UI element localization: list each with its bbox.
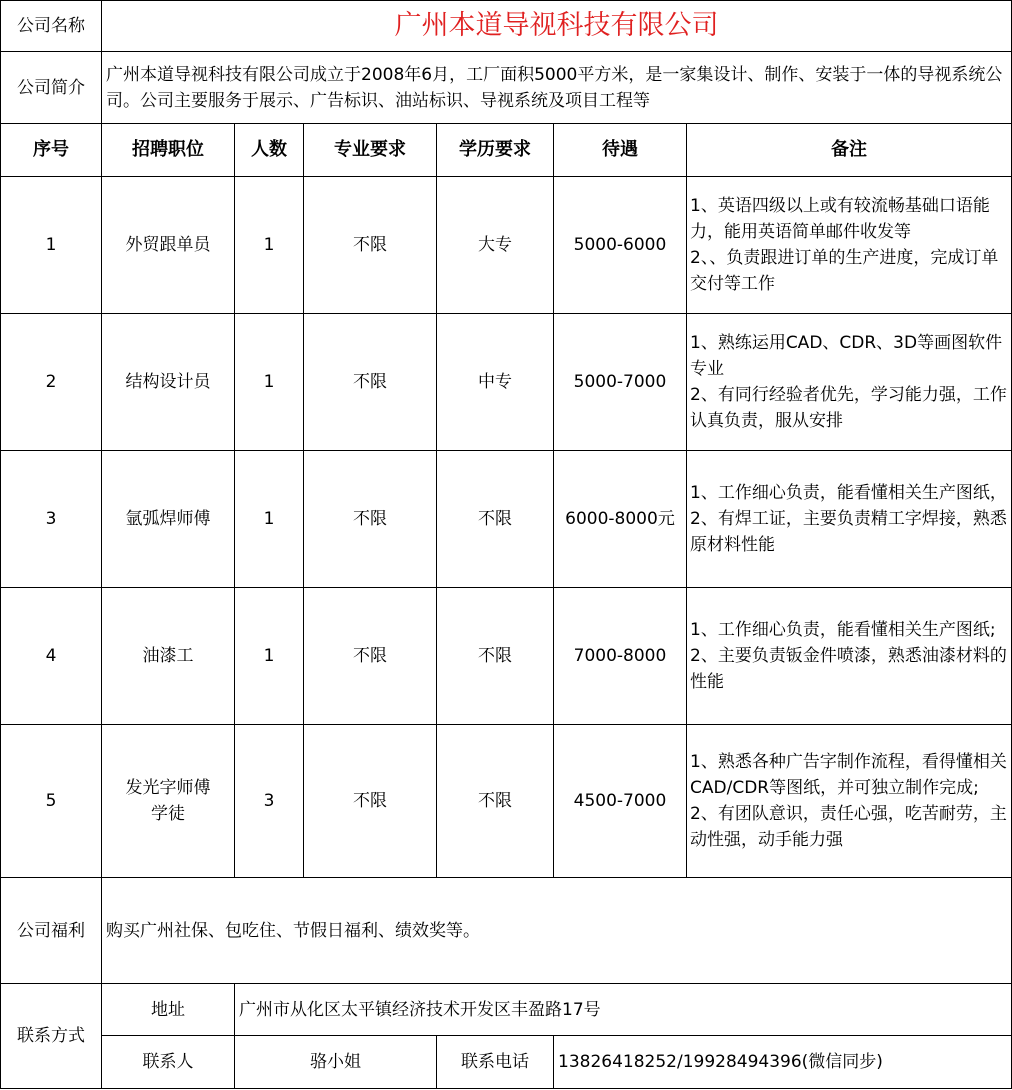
row-no: 4 xyxy=(1,588,102,725)
row-education: 不限 xyxy=(437,588,554,725)
row-position: 外贸跟单员 xyxy=(102,177,235,314)
company-name: 广州本道导视科技有限公司 xyxy=(102,1,1012,52)
row-no: 5 xyxy=(1,725,102,878)
header-salary: 待遇 xyxy=(554,124,687,177)
row-major: 不限 xyxy=(304,588,437,725)
row-count: 1 xyxy=(235,588,304,725)
table-row xyxy=(1,177,1012,314)
phone-label: 联系电话 xyxy=(437,1036,554,1089)
row-salary: 5000-7000 xyxy=(554,314,687,451)
row-education: 不限 xyxy=(437,725,554,878)
company-name-label: 公司名称 xyxy=(1,1,102,52)
row-count: 1 xyxy=(235,177,304,314)
row-education: 大专 xyxy=(437,177,554,314)
row-no: 3 xyxy=(1,451,102,588)
benefits-label: 公司福利 xyxy=(1,878,102,984)
row-major: 不限 xyxy=(304,314,437,451)
company-name-row xyxy=(1,1,1012,52)
address-label: 地址 xyxy=(102,984,235,1036)
row-notes: 1、工作细心负责，能看懂相关生产图纸， 2、有焊工证，主要负责精工字焊接，熟悉原材料性能 xyxy=(687,451,1012,588)
header-position: 招聘职位 xyxy=(102,124,235,177)
header-count: 人数 xyxy=(235,124,304,177)
header-education: 学历要求 xyxy=(437,124,554,177)
row-education: 不限 xyxy=(437,451,554,588)
row-position: 发光字师傅 学徒 xyxy=(102,725,235,878)
company-intro: 广州本道导视科技有限公司成立于2008年6月，工厂面积5000平方米，是一家集设计、制作、安装于一体的导视系统公司。公司主要服务于展示、广告标识、油站标识、导视系统及项目工程等 xyxy=(102,52,1012,124)
row-education: 中专 xyxy=(437,314,554,451)
row-salary: 4500-7000 xyxy=(554,725,687,878)
header-no: 序号 xyxy=(1,124,102,177)
table-row xyxy=(1,725,1012,878)
company-intro-row xyxy=(1,52,1012,124)
contact-address-row xyxy=(1,984,1012,1036)
row-no: 2 xyxy=(1,314,102,451)
row-notes: 1、熟练运用CAD、CDR、3D等画图软件专业 2、有同行经验者优先，学习能力强，工作认真负责，服从安排 xyxy=(687,314,1012,451)
row-notes: 1、工作细心负责，能看懂相关生产图纸; 2、主要负责钣金件喷漆，熟悉油漆材料的性能 xyxy=(687,588,1012,725)
benefits-row xyxy=(1,878,1012,984)
header-major: 专业要求 xyxy=(304,124,437,177)
row-no: 1 xyxy=(1,177,102,314)
table-row xyxy=(1,451,1012,588)
table-row xyxy=(1,588,1012,725)
person-value: 骆小姐 xyxy=(235,1036,437,1089)
row-position: 结构设计员 xyxy=(102,314,235,451)
row-position: 油漆工 xyxy=(102,588,235,725)
address-value: 广州市从化区太平镇经济技术开发区丰盈路17号 xyxy=(235,984,1012,1036)
contact-person-row xyxy=(1,1036,1012,1089)
contact-label: 联系方式 xyxy=(1,984,102,1089)
row-notes: 1、英语四级以上或有较流畅基础口语能力，能用英语简单邮件收发等 2、、负责跟进订单的生产进度，完成订单交付等工作 xyxy=(687,177,1012,314)
row-salary: 5000-6000 xyxy=(554,177,687,314)
row-salary: 7000-8000 xyxy=(554,588,687,725)
header-notes: 备注 xyxy=(687,124,1012,177)
person-label: 联系人 xyxy=(102,1036,235,1089)
table-row xyxy=(1,314,1012,451)
row-major: 不限 xyxy=(304,725,437,878)
phone-value: 13826418252/19928494396(微信同步) xyxy=(554,1036,1012,1089)
row-count: 1 xyxy=(235,314,304,451)
row-major: 不限 xyxy=(304,451,437,588)
row-major: 不限 xyxy=(304,177,437,314)
benefits-text: 购买广州社保、包吃住、节假日福利、绩效奖等。 xyxy=(102,878,1012,984)
row-position: 氩弧焊师傅 xyxy=(102,451,235,588)
row-count: 1 xyxy=(235,451,304,588)
row-count: 3 xyxy=(235,725,304,878)
row-notes: 1、熟悉各种广告字制作流程，看得懂相关CAD/CDR等图纸，并可独立制作完成; 2、有团队意识，责任心强，吃苦耐劳，主动性强，动手能力强 xyxy=(687,725,1012,878)
company-intro-label: 公司简介 xyxy=(1,52,102,124)
table-header-row xyxy=(1,124,1012,177)
row-salary: 6000-8000元 xyxy=(554,451,687,588)
